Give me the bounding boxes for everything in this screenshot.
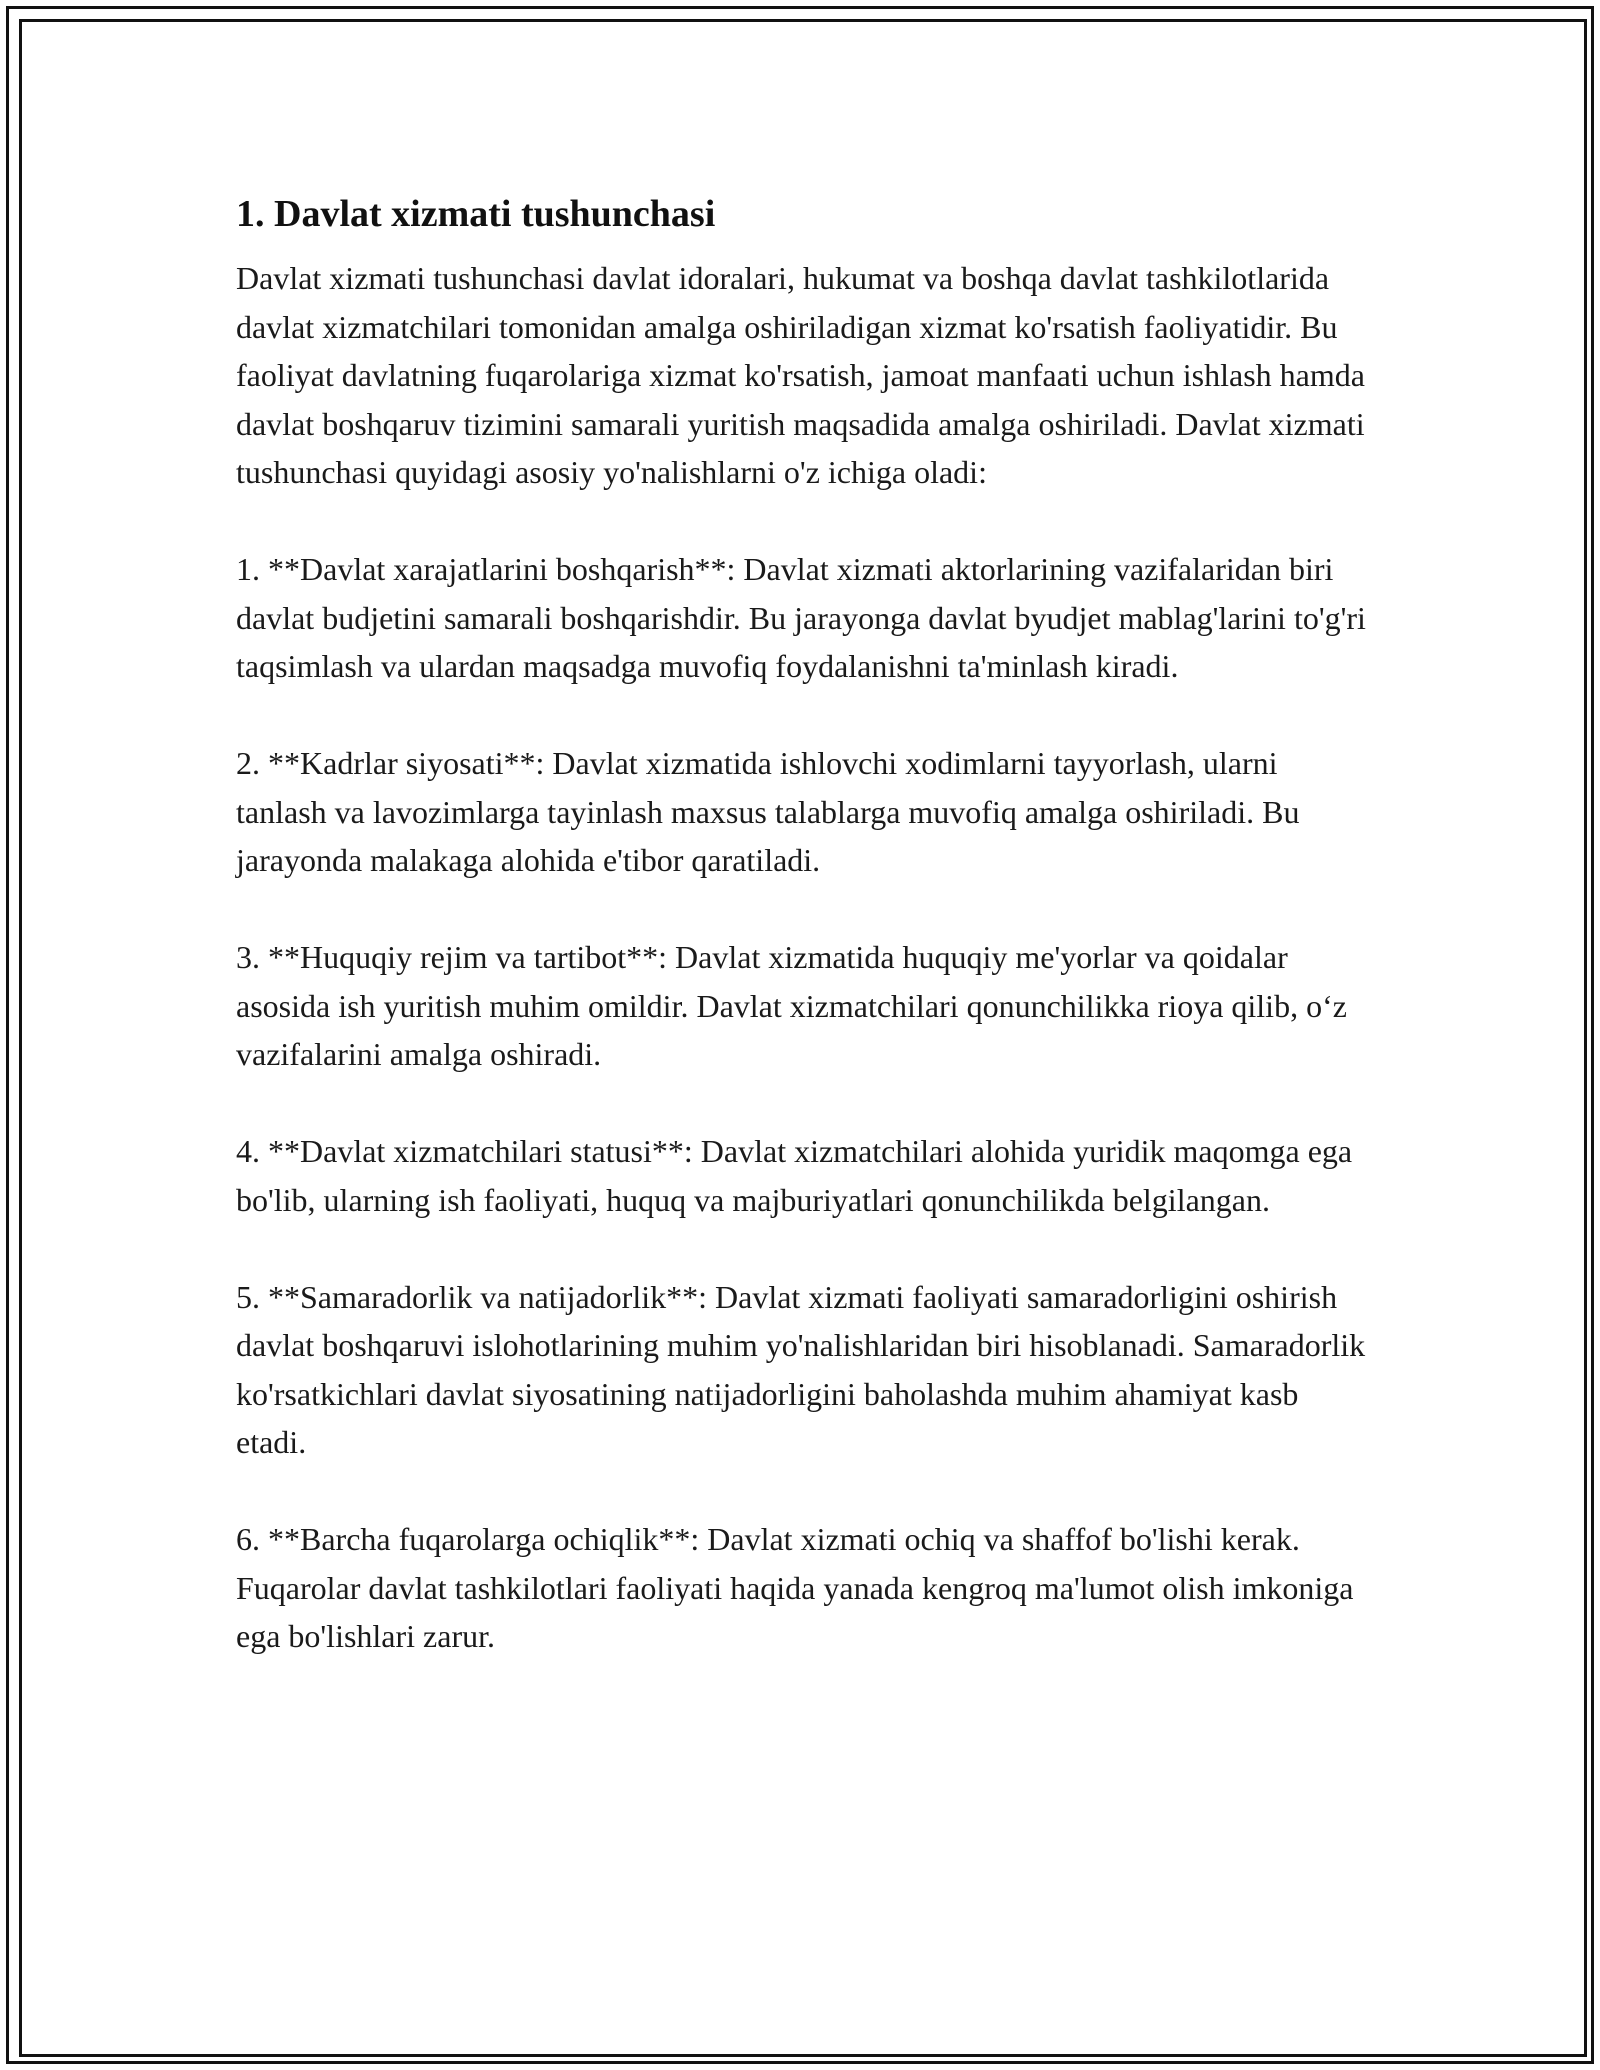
list-item: 3. **Huquqiy rejim va tartibot**: Davlat xizmatida huquqiy me'yorlar va qoidalar asosida ish yuritish muhim omildir. Davlat xizmatchilari qonunchilikka rioya qilib, o‘z vazifalarini amalga oshiradi. <box>236 939 1347 1072</box>
list-item: 5. **Samaradorlik va natijadorlik**: Davlat xizmati faoliyati samaradorligini oshirish davlat boshqaruvi islohotlarining muhim yo'nalishlaridan biri hisoblanadi. Samaradorlik ko'rsatkichlari davlat siyosatining natijadorligini baholashda muhim ahamiyat kasb etadi. <box>236 1278 1366 1460</box>
document-title: 1. Davlat xizmati tushunchasi <box>236 193 716 235</box>
list-item: 6. **Barcha fuqarolarga ochiqlik**: Davlat xizmati ochiq va shaffof bo'lishi kerak. Fuqarolar davlat tashkilotlari faoliyati haqida yanada kengroq ma'lumot olish imkoniga ega bo'lishlari zarur. <box>236 1521 1354 1654</box>
list-item: 2. **Kadrlar siyosati**: Davlat xizmatida ishlovchi xodimlarni tayyorlash, ularni tanlash va lavozimlarga tayinlash maxsus talablarga muvofiq amalga oshiriladi. Bu jarayonda malakaga alohida e'tibor qaratiladi. <box>236 745 1300 878</box>
document-body <box>236 186 1376 1709</box>
list-item: 1. **Davlat xarajatlarini boshqarish**: Davlat xizmati aktorlarining vazifalaridan biri davlat budjetini samarali boshqarishdir. Bu jarayonga davlat byudjet mablag'larini to'g'ri taqsimlash va ulardan maqsadga muvofiq foydalanishni ta'minlash kiradi. <box>236 551 1366 684</box>
intro-paragraph: Davlat xizmati tushunchasi davlat idoralari, hukumat va boshqa davlat tashkilotlarida davlat xizmatchilari tomonidan amalga oshiriladigan xizmat ko'rsatish faoliyatidir. Bu faoliyat davlatning fuqarolariga xizmat ko'rsatish, jamoat manfaati uchun ishlash hamda davlat boshqaruv tizimini samarali yuritish maqsadida amalga oshiriladi. Davlat xizmati tushunchasi quyidagi asosiy yo'nalishlarni o'z ichiga oladi: <box>236 260 1365 490</box>
list-item: 4. **Davlat xizmatchilari statusi**: Davlat xizmatchilari alohida yuridik maqomga ega bo'lib, ularning ish faoliyati, huquq va majburiyatlari qonunchilikda belgilangan. <box>236 1133 1353 1218</box>
